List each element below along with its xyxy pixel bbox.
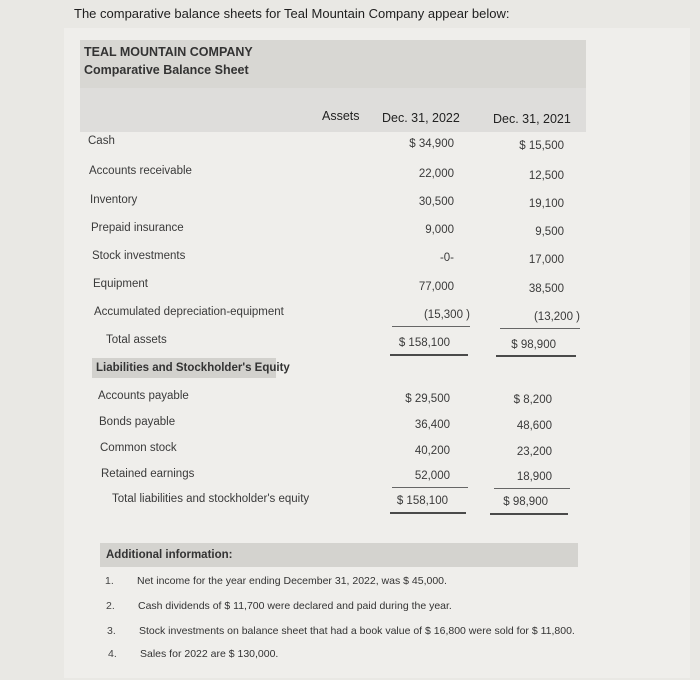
asset-2021-value: 38,500 (528, 283, 564, 295)
asset-2021-value: 19,100 (528, 198, 564, 210)
liabilities-heading: Liabilities and Stockholder's Equity (96, 362, 290, 374)
note-number: 4. (108, 648, 117, 660)
liability-2022-value: 36,400 (414, 419, 450, 431)
subtotal-rule (392, 326, 470, 327)
liability-2022-value: $ 29,500 (405, 393, 450, 405)
asset-2022-value: 30,500 (418, 196, 454, 208)
liability-2021-value: $ 8,200 (513, 394, 552, 406)
liability-label: Bonds payable (99, 416, 176, 428)
asset-label: Accounts receivable (89, 165, 192, 177)
asset-2021-value: 9,500 (535, 226, 564, 238)
asset-label: Prepaid insurance (91, 222, 184, 234)
liability-2021-value: 23,200 (516, 446, 552, 458)
total-double-rule (496, 355, 576, 357)
additional-info-heading: Additional information: (106, 549, 233, 561)
asset-2022-value: 77,000 (418, 281, 454, 293)
total-liabilities-2022: $ 158,100 (396, 495, 448, 507)
total-double-rule (490, 513, 568, 515)
asset-label: Cash (88, 135, 115, 147)
note-text: Cash dividends of $ 11,700 were declared and paid during the year. (138, 600, 452, 612)
statement-title: Comparative Balance Sheet (84, 63, 249, 77)
asset-2021-value: 12,500 (528, 170, 564, 182)
liability-2022-value: 52,000 (414, 470, 450, 482)
note-text: Stock investments on balance sheet that had a book value of $ 16,800 were sold for $ 11,800. (139, 625, 575, 637)
total-assets-2022: $ 158,100 (398, 337, 450, 349)
note-number: 3. (107, 625, 116, 637)
liability-2021-value: 48,600 (516, 420, 552, 432)
liability-label: Common stock (100, 442, 177, 454)
asset-2022-value: $ 34,900 (409, 138, 454, 150)
total-liabilities-2021: $ 98,900 (503, 496, 548, 508)
total-double-rule (390, 512, 466, 514)
asset-label: Accumulated depreciation-equipment (94, 306, 284, 318)
note-number: 2. (106, 600, 115, 612)
note-text: Sales for 2022 are $ 130,000. (140, 648, 279, 660)
total-double-rule (390, 354, 468, 356)
asset-2021-value: (13,200 ) (533, 311, 580, 323)
liability-2022-value: 40,200 (414, 445, 450, 457)
asset-2022-value: 9,000 (425, 224, 454, 236)
asset-2022-value: (15,300 ) (423, 309, 470, 321)
asset-label: Inventory (90, 194, 138, 206)
liability-label: Retained earnings (101, 468, 195, 480)
note-text: Net income for the year ending December 31, 2022, was $ 45,000. (137, 575, 447, 587)
intro-text: The comparative balance sheets for Teal Mountain Company appear below: (74, 6, 510, 21)
col-2022-header: Dec. 31, 2022 (382, 111, 460, 125)
subtotal-rule (392, 487, 468, 488)
asset-2021-value: 17,000 (528, 254, 564, 266)
liability-label: Accounts payable (98, 390, 189, 402)
total-assets-label: Total assets (106, 334, 167, 346)
company-name: TEAL MOUNTAIN COMPANY (84, 45, 253, 59)
col-2021-header: Dec. 31, 2021 (493, 112, 571, 126)
subtotal-rule (494, 488, 570, 489)
total-liabilities-label: Total liabilities and stockholder's equity (112, 493, 310, 505)
note-number: 1. (105, 575, 114, 587)
liability-2021-value: 18,900 (516, 471, 552, 483)
subtotal-rule (500, 328, 580, 329)
asset-label: Equipment (93, 278, 148, 290)
asset-label: Stock investments (92, 250, 186, 262)
asset-2021-value: $ 15,500 (519, 140, 564, 152)
assets-header: Assets (322, 109, 360, 123)
total-assets-2021: $ 98,900 (511, 339, 556, 351)
asset-2022-value: 22,000 (418, 168, 454, 180)
asset-2022-value: -0- (439, 252, 454, 264)
